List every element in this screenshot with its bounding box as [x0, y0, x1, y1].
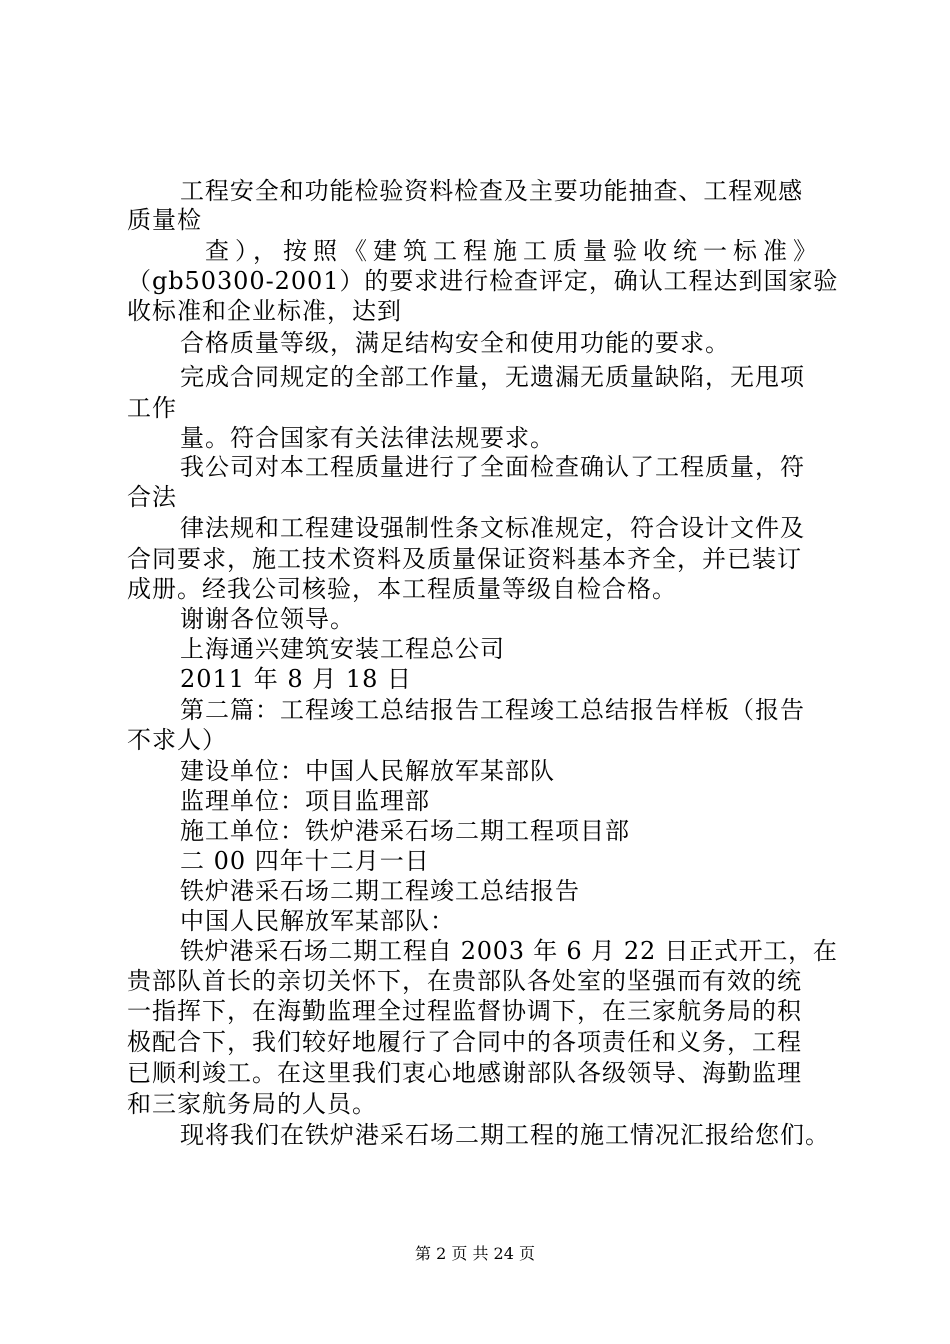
text-line: 已顺利竣工。在这里我们衷心地感谢部队各级领导、海勤监理: [127, 1059, 802, 1087]
text-line: 和三家航务局的人员。: [127, 1090, 377, 1118]
text-line: 质量检: [127, 206, 202, 234]
text-line: 监理单位：项目监理部: [180, 787, 430, 815]
text-line: 谢谢各位领导。: [180, 605, 355, 633]
text-line: 量。符合国家有关法律法规要求。: [180, 424, 555, 452]
date-line: 2011 年 8 月 18 日: [180, 665, 413, 693]
text-line: 极配合下，我们较好地履行了合同中的各项责任和义务，工程: [127, 1028, 802, 1056]
text-line: 贵部队首长的亲切关怀下，在贵部队各处室的坚强而有效的统: [127, 967, 802, 995]
text-line: 工作: [127, 394, 177, 422]
text-line: 成册。经我公司核验，本工程质量等级自检合格。: [127, 575, 677, 603]
text-line: 不求人）: [127, 726, 227, 754]
page-number-footer: 第 2 页 共 24 页: [415, 1244, 535, 1263]
text-line: （gb50300-2001）的要求进行检查评定，确认工程达到国家验: [127, 267, 839, 295]
text-line: 查），按照《建筑工程施工质量验收统一标准》: [205, 237, 823, 265]
section-heading: 第二篇：工程竣工总结报告工程竣工总结报告样板（报告: [180, 696, 805, 724]
text-line: 完成合同规定的全部工作量，无遗漏无质量缺陷，无甩项: [180, 363, 805, 391]
text-line: 现将我们在铁炉港采石场二期工程的施工情况汇报给您们。: [180, 1121, 830, 1149]
text-line: 合法: [127, 483, 177, 511]
date-line: 二 00 四年十二月一日: [180, 847, 430, 875]
text-line: 律法规和工程建设强制性条文标准规定，符合设计文件及: [180, 514, 805, 542]
text-line: 施工单位：铁炉港采石场二期工程项目部: [180, 817, 630, 845]
text-line: 合格质量等级，满足结构安全和使用功能的要求。: [180, 329, 730, 357]
salutation: 中国人民解放军某部队：: [180, 907, 455, 935]
text-line: 收标准和企业标准，达到: [127, 297, 402, 325]
report-title: 铁炉港采石场二期工程竣工总结报告: [180, 877, 580, 905]
text-line: 建设单位：中国人民解放军某部队: [180, 757, 555, 785]
text-line: 上海通兴建筑安装工程总公司: [180, 635, 505, 663]
text-line: 我公司对本工程质量进行了全面检查确认了工程质量，符: [180, 453, 805, 481]
text-line: 工程安全和功能检验资料检查及主要功能抽查、工程观感: [180, 177, 803, 205]
text-line: 一指挥下，在海勤监理全过程监督协调下，在三家航务局的积: [127, 997, 802, 1025]
text-line: 铁炉港采石场二期工程自 2003 年 6 月 22 日正式开工，在: [180, 937, 838, 965]
text-line: 合同要求，施工技术资料及质量保证资料基本齐全，并已装订: [127, 545, 802, 573]
